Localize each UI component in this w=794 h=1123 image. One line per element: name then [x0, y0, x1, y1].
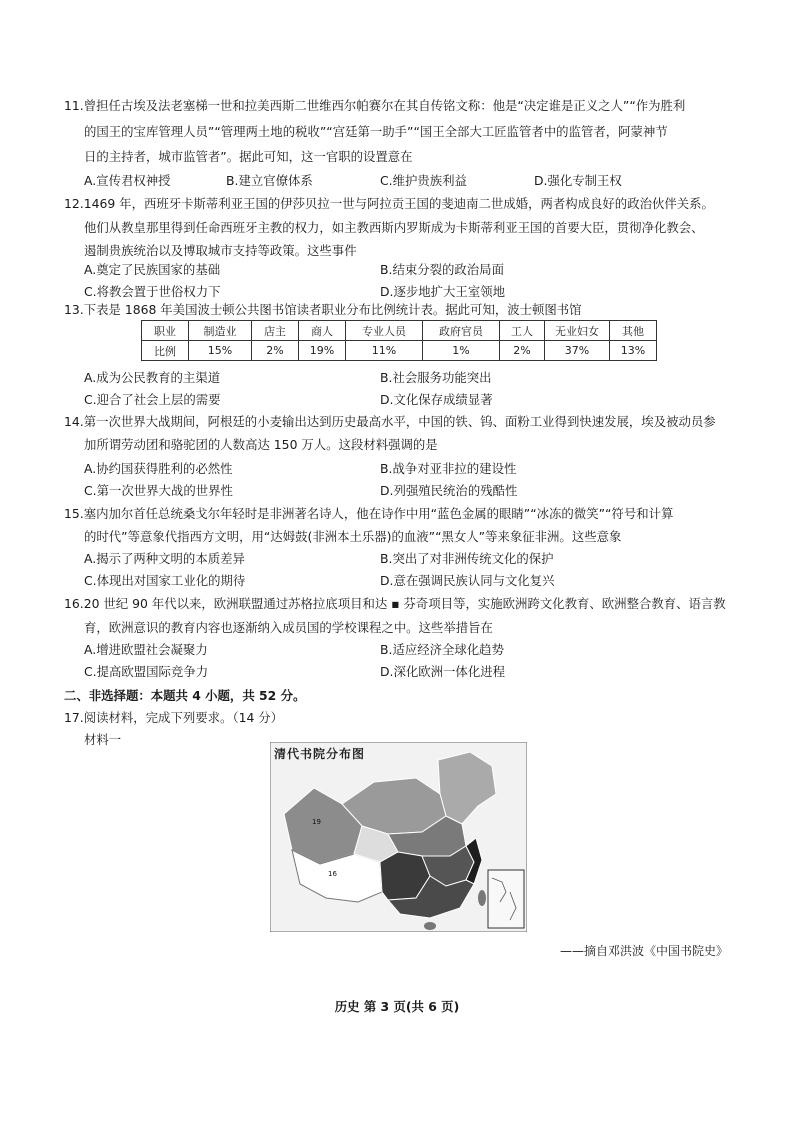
- q13-line-1: 13.下表是 1868 年美国波士顿公共图书馆读者职业分布比例统计表。据此可知，波士顿图书馆: [64, 302, 582, 317]
- table-cell: 职业: [142, 321, 189, 341]
- q14-line-1: 14.第一次世界大战期间，阿根廷的小麦输出达到历史最高水平，中国的铁、钨、面粉工业得到快速发展，埃及被动员参: [64, 414, 716, 429]
- q12-line-2: 他们从教皇那里得到任命西班牙主教的权力，如主教西斯内罗斯成为卡斯蒂利亚王国的首要大臣，贯彻净化教会、: [84, 220, 704, 235]
- q15-option-a: A.揭示了两种文明的本质差异: [84, 551, 245, 566]
- q16-line-1: 16.20 世纪 90 年代以来，欧洲联盟通过苏格拉底项目和达 ▪ 芬奇项目等，实施欧洲跨文化教育、欧洲整合教育、语言教: [64, 596, 726, 611]
- table-cell: 11%: [346, 341, 423, 361]
- q16-option-a: A.增进欧盟社会凝聚力: [84, 642, 208, 657]
- q12-option-b: B.结束分裂的政治局面: [380, 262, 504, 277]
- q14-option-d: D.列强殖民统治的残酷性: [380, 483, 518, 498]
- table-cell: 无业妇女: [545, 321, 610, 341]
- source-citation: ——摘自邓洪波《中国书院史》: [560, 944, 729, 958]
- q15-line-2: 的时代”等意象代指西方文明，用“达姆鼓(非洲本土乐器)的血液”“黑女人”等来象征非洲。这些意象: [84, 529, 622, 544]
- q13-option-a: A.成为公民教育的主渠道: [84, 370, 221, 385]
- q16-option-c: C.提高欧盟国际竞争力: [84, 664, 209, 679]
- q14-option-b: B.战争对亚非拉的建设性: [380, 461, 517, 476]
- q15-option-c: C.体现出对国家工业化的期待: [84, 573, 246, 588]
- occupation-table: [141, 320, 657, 361]
- q11-option-c: C.维护贵族利益: [380, 173, 467, 188]
- section-heading: 二、非选择题：本题共 4 小题，共 52 分。: [64, 688, 306, 703]
- q13-option-c: C.迎合了社会上层的需要: [84, 392, 221, 407]
- q14-option-a: A.协约国获得胜利的必然性: [84, 461, 233, 476]
- q11-line-3: 日的主持者，城市监管者”。据此可知，这一官职的设置意在: [84, 149, 413, 164]
- map-title: 清代书院分布图: [274, 747, 366, 761]
- q11-option-d: D.强化专制王权: [534, 173, 622, 188]
- table-cell: 1%: [423, 341, 500, 361]
- table-cell: 店主: [252, 321, 299, 341]
- table-cell: 比例: [142, 341, 189, 361]
- q16-option-d: D.深化欧洲一体化进程: [380, 664, 505, 679]
- q13-option-d: D.文化保存成绩显著: [380, 392, 493, 407]
- table-cell: 制造业: [189, 321, 252, 341]
- table-cell: 商人: [299, 321, 346, 341]
- q15-option-b: B.突出了对非洲传统文化的保护: [380, 551, 554, 566]
- map-label: 19: [312, 818, 321, 826]
- academy-distribution-map: [270, 742, 527, 932]
- map-island-hainan: [424, 922, 436, 930]
- q12-option-c: C.将教会置于世俗权力下: [84, 284, 221, 299]
- page-footer: 历史 第 3 页(共 6 页): [334, 999, 460, 1014]
- q13-option-b: B.社会服务功能突出: [380, 370, 492, 385]
- q11-option-a: A.宣传君权神授: [84, 173, 171, 188]
- q12-option-d: D.逐步地扩大王室领地: [380, 284, 505, 299]
- q15-line-1: 15.塞内加尔首任总统桑戈尔年轻时是非洲著名诗人，他在诗作中用“蓝色金属的眼睛”“冰冻的微笑”“符号和计算: [64, 506, 674, 521]
- table-cell: 2%: [500, 341, 545, 361]
- table-cell: 工人: [500, 321, 545, 341]
- q15-option-d: D.意在强调民族认同与文化复兴: [380, 573, 555, 588]
- table-cell: 13%: [610, 341, 657, 361]
- map-label: 16: [328, 870, 337, 878]
- table-cell: 37%: [545, 341, 610, 361]
- q12-line-3: 遏制贵族统治以及博取城市支持等政策。这些事件: [84, 243, 357, 258]
- material-label: 材料一: [84, 732, 122, 747]
- q17-prompt: 17.阅读材料，完成下列要求。（14 分）: [64, 710, 284, 725]
- q11-line-2: 的国王的宝库管理人员”“管理两土地的税收”“宫廷第一助手”“国王全部大工匠监管者中的监管者，阿蒙神节: [84, 124, 668, 139]
- map-island-taiwan: [478, 890, 486, 906]
- table-cell: 15%: [189, 341, 252, 361]
- map-graphic: [270, 742, 527, 932]
- q14-option-c: C.第一次世界大战的世界性: [84, 483, 233, 498]
- q16-option-b: B.适应经济全球化趋势: [380, 642, 504, 657]
- q11-option-b: B.建立官僚体系: [226, 173, 313, 188]
- table-cell: 2%: [252, 341, 299, 361]
- q12-option-a: A.奠定了民族国家的基础: [84, 262, 221, 277]
- table-cell: 19%: [299, 341, 346, 361]
- table-row: [142, 341, 657, 361]
- table-cell: 其他: [610, 321, 657, 341]
- table-row: [142, 321, 657, 341]
- q14-line-2: 加所谓劳动团和骆驼团的人数高达 150 万人。这段材料强调的是: [84, 437, 438, 452]
- q11-line-1: 11.曾担任古埃及法老塞梯一世和拉美西斯二世维西尔帕赛尔在其自传铭文称：他是“决定谁是正义之人”“作为胜利: [64, 98, 686, 113]
- q12-line-1: 12.1469 年，西班牙卡斯蒂利亚王国的伊莎贝拉一世与阿拉贡王国的斐迪南二世成婚，两者构成良好的政治伙伴关系。: [64, 196, 714, 211]
- q16-line-2: 育，欧洲意识的教育内容也逐渐纳入成员国的学校课程之中。这些举措旨在: [84, 620, 493, 635]
- table-cell: 专业人员: [346, 321, 423, 341]
- table-cell: 政府官员: [423, 321, 500, 341]
